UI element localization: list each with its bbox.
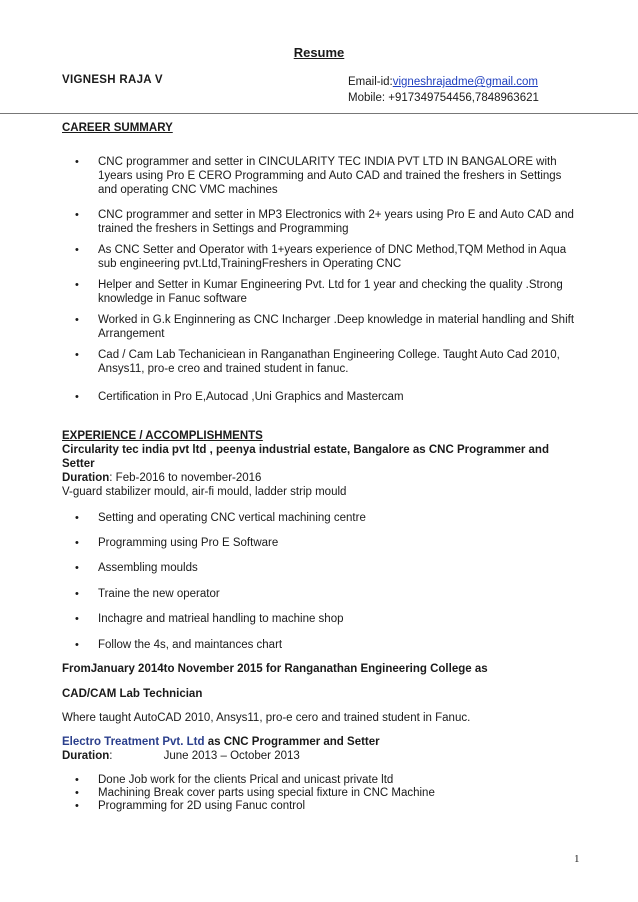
duration-label: Duration [62, 750, 110, 762]
email-link[interactable]: vigneshrajadme@gmail.com [392, 76, 538, 88]
email-line [348, 74, 539, 90]
duration-value: : June 2013 – October 2013 [109, 750, 300, 762]
page-number: 1 [574, 853, 580, 865]
list-item: • Assembling moulds [62, 561, 582, 575]
contact-block [348, 74, 539, 106]
job3-company: Electro Treatment Pvt. Ltd [62, 736, 205, 748]
page-title: Resume [293, 45, 345, 60]
career-summary-heading: CAREER SUMMARY [62, 122, 173, 134]
list-item: • Done Job work for the clients Prical and unicast private ltd [62, 773, 582, 787]
list-item: • Traine the new operator [62, 587, 582, 601]
mobile-line: Mobile: +917349754456,7848963621 [348, 92, 539, 104]
list-item: • Setting and operating CNC vertical machining centre [62, 511, 582, 525]
candidate-name: VIGNESH RAJA V [62, 74, 163, 86]
job1-products: V-guard stabilizer mould, air-fi mould, ladder strip mould [62, 486, 347, 498]
list-item: • Programming for 2D using Fanuc control [62, 799, 582, 813]
job2-line2: CAD/CAM Lab Technician [62, 688, 203, 700]
job2-description: Where taught AutoCAD 2010, Ansys11, pro-e cero and trained student in Fanuc. [62, 712, 471, 724]
job3-duration [62, 749, 582, 763]
list-item: • Worked in G.k Enginnering as CNC Incharger .Deep knowledge in material handling and Shift Arrangement [62, 313, 582, 341]
list-item: • Helper and Setter in Kumar Engineering Pvt. Ltd for 1 year and checking the quality .Strong knowledge in Fanuc software [62, 278, 582, 306]
duration-value: : Feb-2016 to november-2016 [109, 472, 262, 484]
job2-line1: FromJanuary 2014to November 2015 for Ranganathan Engineering College as [62, 663, 488, 675]
job1-title: Circularity tec india pvt ltd , peenya industrial estate, Bangalore as CNC Programmer and Setter [62, 444, 549, 470]
job3-role: as CNC Programmer and Setter [204, 736, 380, 748]
email-label: Email-id: [348, 76, 393, 88]
duration-label: Duration [62, 472, 110, 484]
list-item: • CNC programmer and setter in MP3 Electronics with 2+ years using Pro E and Auto CAD and trained the freshers in Settings and Programming [62, 208, 582, 236]
list-item: • As CNC Setter and Operator with 1+years experience of DNC Method,TQM Method in Aqua sub engineering pvt.Ltd,TrainingFreshers in Operating CNC [62, 243, 582, 271]
header-divider [0, 113, 638, 114]
list-item: • Certification in Pro E,Autocad ,Uni Graphics and Mastercam [62, 390, 582, 404]
list-item: • Cad / Cam Lab Techaniciean in Ranganathan Engineering College. Taught Auto Cad 2010, Ansys11, pro-e creo and trained student in fanuc. [62, 348, 582, 376]
list-item: • CNC programmer and setter in CINCULARITY TEC INDIA PVT LTD IN BANGALORE with 1years using Pro E CERO Programming and Auto CAD and trained the freshers in Settings and operating CNC VMC machines [62, 155, 582, 197]
list-item: • Machining Break cover parts using special fixture in CNC Machine [62, 786, 582, 800]
experience-heading: EXPERIENCE / ACCOMPLISHMENTS [62, 430, 263, 442]
job3-title [62, 735, 582, 749]
job1-duration [62, 471, 582, 485]
list-item: • Programming using Pro E Software [62, 536, 582, 550]
list-item: • Inchagre and matrieal handling to machine shop [62, 612, 582, 626]
list-item: • Follow the 4s, and maintances chart [62, 638, 582, 652]
